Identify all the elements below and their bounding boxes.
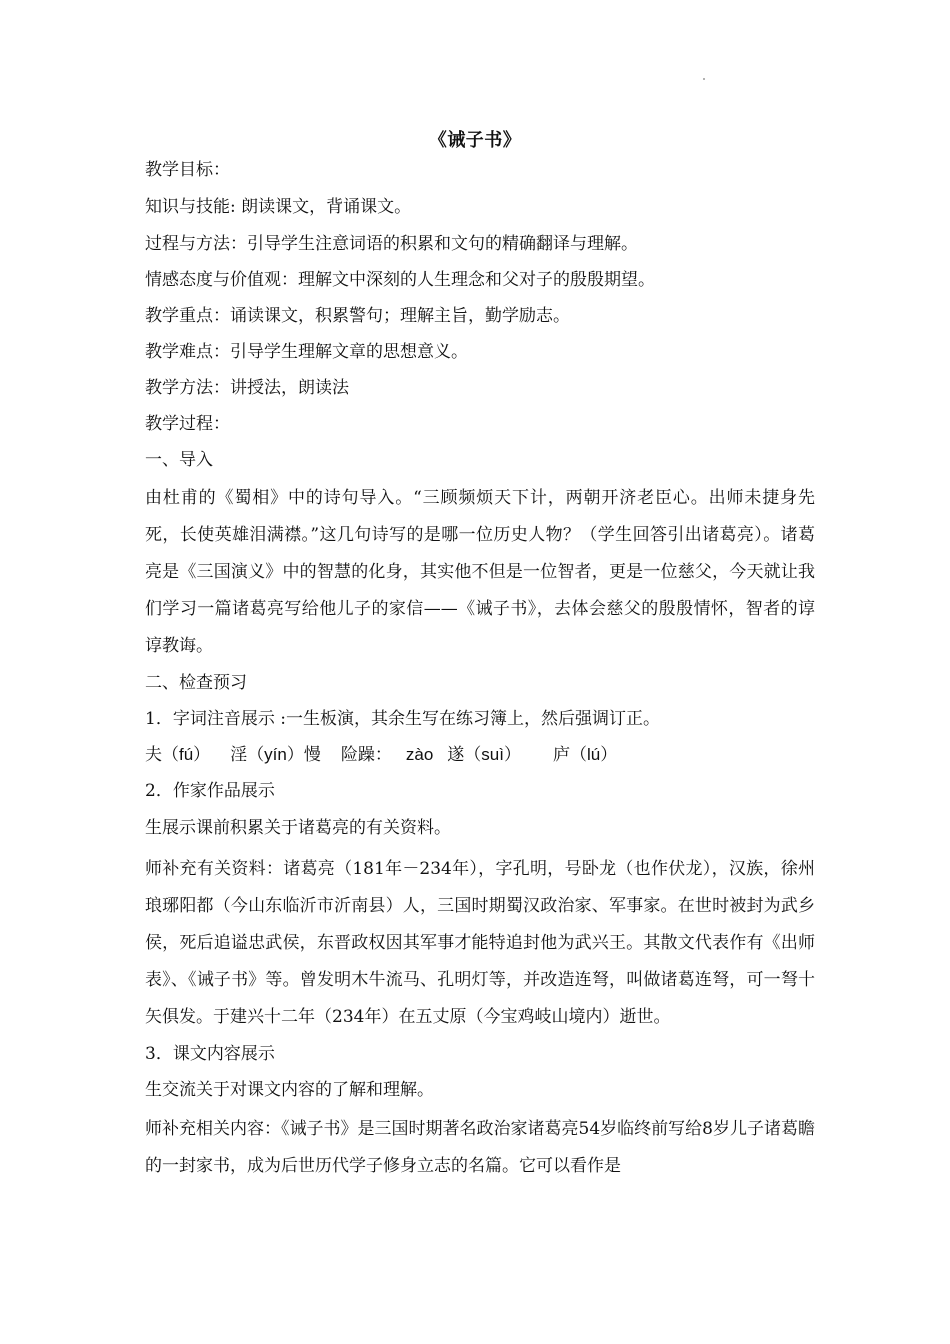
intro-heading: 一、导入 [145, 450, 213, 470]
pinyin-word: 庐 [552, 745, 570, 765]
pinyin-reading: （yín） [247, 745, 304, 764]
process-heading: 教学过程： [145, 414, 230, 434]
pinyin-word: 夫 [145, 745, 162, 765]
objective-emotion: 情感态度与价值观：理解文中深刻的人生理念和父对子的殷殷期望。 [145, 270, 655, 290]
corner-mark [703, 78, 705, 80]
preview-item-2: 2．作家作品展示 [145, 781, 275, 801]
key-points: 教学重点：诵读课文，积累警句；理解主旨，勤学励志。 [145, 306, 570, 326]
pinyin-reading: （fú） [162, 745, 211, 764]
preview-item-3: 3．课文内容展示 [145, 1044, 275, 1064]
objective-knowledge: 知识与技能: 朗读课文，背诵课文。 [145, 197, 412, 217]
pinyin-reading: zào [405, 745, 434, 764]
item3-teacher-paragraph: 师补充相关内容：《诫子书》是三国时期著名政治家诸葛亮54岁临终前写给8岁儿子诸葛瞻的一封家书，成为后世历代学子修身立志的名篇。它可以看作是 [145, 1119, 815, 1176]
document-title: 《诫子书》 [428, 130, 522, 151]
preview-item-1: 1．字词注音展示 :一生板演，其余生写在练习簿上，然后强调订正。 [145, 709, 660, 729]
document-body [145, 159, 815, 1185]
pinyin-reading: （lú） [569, 745, 618, 764]
pinyin-word: 慢 [303, 745, 321, 765]
difficulties: 教学难点：引导学生理解文章的思想意义。 [145, 342, 468, 362]
teaching-methods: 教学方法：讲授法，朗读法 [145, 378, 349, 398]
item2-student: 生展示课前积累关于诸葛亮的有关资料。 [145, 818, 451, 838]
objectives-heading: 教学目标： [145, 160, 230, 180]
item2-teacher-paragraph: 师补充有关资料：诸葛亮（181年－234年），字孔明，号卧龙（也作伏龙），汉族，徐州琅琊阳都（今山东临沂市沂南县）人，三国时期蜀汉政治家、军事家。在世时被封为武乡侯，死后追谥忠武侯，东晋政权因其军事才能特追封他为武兴王。其散文代表作有《出师表》、《诫子书》等。曾发明木牛流马、孔明灯等，并改造连弩，叫做诸葛连弩，可一弩十矢俱发。于建兴十二年（234年）在五丈原（今宝鸡岐山境内）逝世。 [145, 859, 815, 1027]
objective-process: 过程与方法：引导学生注意词语的积累和文句的精确翻译与理解。 [145, 234, 638, 254]
pinyin-reading: （suì） [464, 745, 521, 764]
item3-student: 生交流关于对课文内容的了解和理解。 [145, 1080, 434, 1100]
pinyin-row [145, 744, 815, 766]
pinyin-word: 遂 [447, 745, 465, 765]
intro-paragraph: 由杜甫的《蜀相》中的诗句导入。“三顾频烦天下计，两朝开济老臣心。出师未捷身先死，长使英雄泪满襟。”这几句诗写的是哪一位历史人物？（学生回答引出诸葛亮）。诸葛亮是《三国演义》中的智慧的化身，其实他不但是一位智者，更是一位慈父，今天就让我们学习一篇诸葛亮写给他儿子的家信——《诫子书》，去体会慈父的殷殷情怀，智者的谆谆教诲。 [145, 488, 815, 656]
pinyin-word: 淫 [230, 745, 248, 765]
pinyin-word: 险躁： [340, 745, 392, 765]
preview-heading: 二、检查预习 [145, 673, 247, 693]
